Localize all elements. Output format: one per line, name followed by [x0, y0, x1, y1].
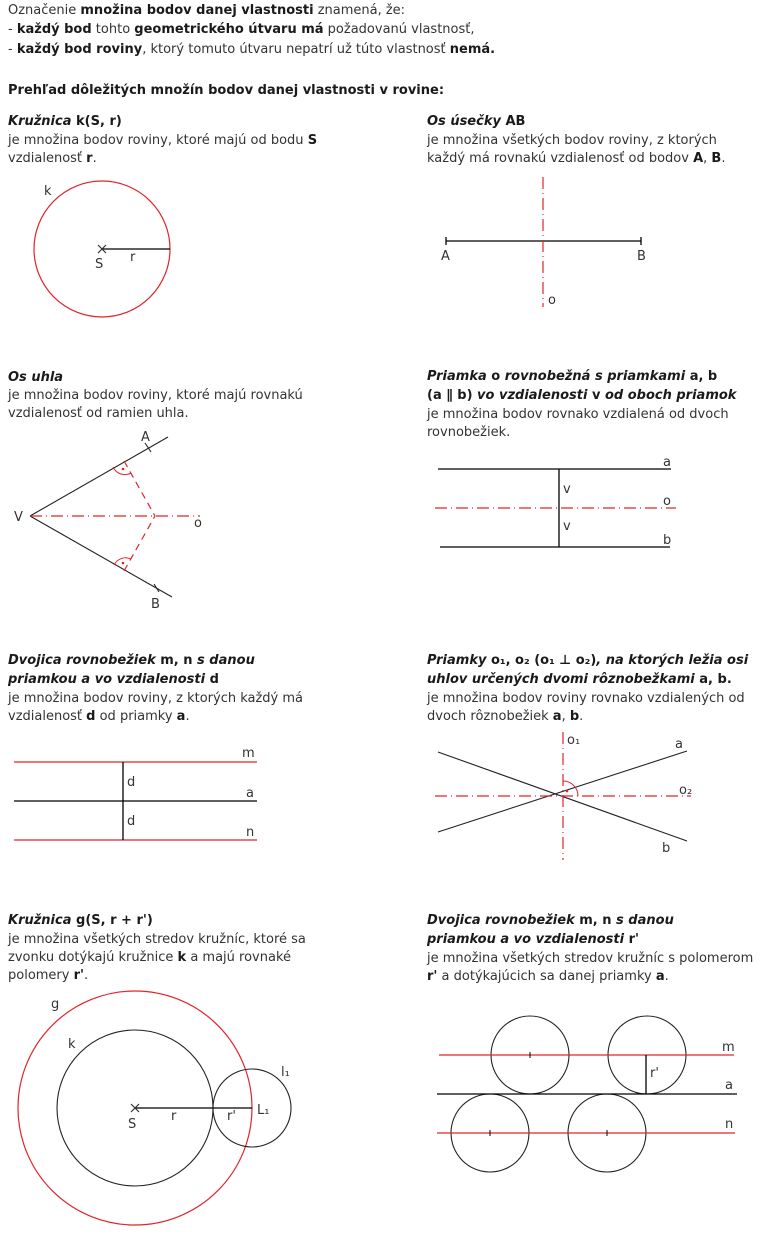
section-desc-angle-bisector-1: je množina bodov roviny, ktoré majú rovnakú [8, 388, 303, 403]
label-k: k [44, 184, 52, 199]
desc-symbol: r [86, 151, 93, 166]
desc-symbol: a [552, 709, 562, 724]
desc-text: a dotýkajúcich sa danej priamky [437, 969, 656, 984]
right-angle-arc-upper [113, 467, 131, 475]
title-symbol: AB [505, 114, 526, 129]
title-text: Priamky [427, 653, 491, 668]
right-angle-dot-lower [122, 562, 125, 565]
desc-text: , [703, 151, 712, 166]
intro-text: Označenie [8, 3, 81, 18]
label-n: n [725, 1117, 734, 1132]
section-desc-perp-bisector-1: je množina všetkých bodov roviny, z ktorých [427, 133, 717, 148]
intro-term: geometrického útvaru má [134, 22, 324, 37]
desc-symbol: d [86, 709, 96, 724]
label-a: a [675, 737, 683, 752]
label-o: o [663, 494, 671, 509]
label-r: r [171, 1109, 177, 1124]
label-S: S [128, 1117, 137, 1132]
desc-text: vzdialenosť [8, 709, 87, 724]
title-symbol: (a ∥ b) [427, 388, 473, 403]
title-symbol: k(S, r) [76, 114, 122, 129]
desc-symbol: r' [73, 968, 85, 983]
desc-symbol: r' [427, 969, 438, 984]
figure-bisectors-pair [435, 732, 692, 860]
label-a: a [663, 455, 671, 470]
label-m: m [242, 746, 255, 761]
label-r: r [130, 250, 136, 265]
desc-text: každý má rovnakú vzdialenosť od bodov [427, 151, 694, 166]
title-text: rovnobežná s priamkami [500, 369, 690, 384]
right-angle-dot [566, 790, 569, 793]
title-text: a [81, 672, 91, 687]
desc-symbol: b [569, 709, 580, 724]
label-k: k [68, 1037, 76, 1052]
label-A: A [441, 249, 450, 264]
desc-symbol: a [176, 709, 186, 724]
distance-upper [124, 461, 155, 516]
label-o: o [194, 516, 202, 531]
figure-parallel-r [437, 1016, 737, 1172]
intro-term: množina bodov danej vlastnosti [80, 3, 314, 18]
desc-symbol: A [693, 151, 704, 166]
distance-lower [124, 516, 155, 571]
figure-midparallel [435, 455, 676, 548]
intro-term: nemá. [449, 42, 496, 57]
label-b: b [662, 841, 671, 856]
title-symbol: o₁, o₂ (o₁ ⊥ o₂) [490, 653, 597, 668]
label-B: B [151, 597, 160, 612]
section-desc-parallel-r-1: je množina všetkých stredov kružníc s polomerom [427, 951, 754, 966]
label-m: m [722, 1040, 735, 1055]
desc-text: . [579, 709, 584, 724]
figure-circle [34, 181, 170, 317]
desc-symbol: a [655, 969, 665, 984]
title-text: priamkou [8, 672, 82, 687]
desc-text: . [664, 969, 669, 984]
title-symbol: a, b. [699, 672, 732, 687]
label-d-upper: d [127, 775, 136, 790]
title-symbol: v [591, 388, 601, 403]
desc-text: polomery [8, 968, 74, 983]
title-text: Kružnica [8, 913, 77, 928]
title-text: Dvojica rovnobežiek [8, 653, 161, 668]
right-angle-dot-upper [122, 468, 125, 471]
label-L1: L₁ [257, 1103, 270, 1118]
label-r-prime: r' [650, 1066, 659, 1081]
tick-B [154, 584, 159, 592]
desc-text: vzdialenosť [8, 151, 87, 166]
desc-text: . [721, 151, 726, 166]
label-b: b [663, 533, 672, 548]
section-desc-bisectors-pair-1: je množina bodov roviny rovnako vzdialených od [427, 691, 745, 706]
label-d-lower: d [127, 814, 136, 829]
label-o1: o₁ [567, 733, 581, 748]
title-symbol: g(S, r + r') [76, 913, 153, 928]
label-A: A [141, 430, 150, 445]
overview-heading: Prehľad dôležitých množín bodov danej vlastnosti v rovine: [8, 83, 445, 98]
title-text: vo vzdialenosti [472, 388, 592, 403]
title-symbol: m, n [160, 653, 193, 668]
title-text: Kružnica [8, 114, 77, 129]
title-text: uhlov určených dvomi rôznobežkami [427, 672, 700, 687]
intro-text: - [8, 42, 17, 57]
title-text: Dvojica rovnobežiek [427, 913, 580, 928]
title-text: od oboch priamok [600, 388, 737, 403]
desc-text: a majú rovnaké [186, 950, 292, 965]
title-text: Priamka [427, 369, 492, 384]
title-symbol: r' [628, 932, 639, 947]
intro-text: , ktorý tomuto útvaru nepatrí už túto vlastnosť [142, 42, 450, 57]
figure-parallel-d [14, 746, 257, 840]
figure-perp-bisector [441, 177, 646, 308]
desc-text: dvoch rôznobežiek [427, 709, 553, 724]
label-g: g [51, 997, 60, 1012]
arm-VB [30, 516, 172, 597]
figure-angle-bisector [14, 430, 202, 612]
title-text: , na ktorých ležia osi [596, 653, 749, 668]
section-desc-midparallel-2: rovnobežiek. [427, 425, 511, 440]
title-text: s danou [611, 913, 674, 928]
label-v-upper: v [563, 482, 571, 497]
section-desc-circle-g-1: je množina všetkých stredov kružníc, ktoré sa [8, 932, 306, 947]
label-r-prime: r' [227, 1109, 236, 1124]
desc-text: je množina bodov roviny, ktoré majú od bodu [8, 133, 308, 148]
arm-VA [30, 437, 168, 516]
intro-term: každý bod [16, 22, 92, 37]
desc-symbol: S [307, 133, 318, 148]
title-symbol: a, b [689, 369, 718, 384]
intro-text: znamená, že: [313, 3, 406, 18]
desc-text: . [185, 709, 190, 724]
label-B: B [637, 249, 646, 264]
label-n: n [246, 825, 255, 840]
title-symbol: o [491, 369, 501, 384]
section-title-angle-bisector: Os uhla [8, 370, 64, 385]
label-o: o [548, 293, 556, 308]
section-desc-parallel-d-1: je množina bodov roviny, z ktorých každý má [8, 691, 304, 706]
desc-text: . [92, 151, 97, 166]
desc-text: od priamky [95, 709, 177, 724]
label-V: V [14, 510, 23, 525]
title-symbol: d [209, 672, 219, 687]
label-a: a [246, 786, 254, 801]
title-text: priamkou a vo vzdialenosti [427, 932, 629, 947]
desc-text: , [561, 709, 570, 724]
label-l1: l₁ [281, 1065, 290, 1080]
desc-text: zvonku dotýkajú kružnice [8, 950, 178, 965]
label-o2: o₂ [679, 783, 693, 798]
section-desc-angle-bisector-2: vzdialenosť od ramien uhla. [8, 406, 189, 421]
intro-text: tohto [91, 22, 135, 37]
intro-text: požadovanú vlastnosť, [323, 22, 475, 37]
label-a: a [725, 1078, 733, 1093]
section-desc-midparallel-1: je množina bodov rovnako vzdialená od dvoch [427, 407, 729, 422]
label-v-lower: v [563, 519, 571, 534]
intro-term: každý bod roviny [16, 42, 143, 57]
desc-symbol: k [177, 950, 187, 965]
intro-text: - [8, 22, 17, 37]
desc-text: . [84, 968, 89, 983]
desc-symbol: B [711, 151, 722, 166]
figure-circle-g [18, 991, 291, 1225]
title-text: vo vzdialenosti [90, 672, 210, 687]
title-text: s danou [192, 653, 255, 668]
label-S: S [95, 257, 104, 272]
title-text: Os úsečky [427, 114, 506, 129]
title-symbol: m, n [579, 913, 612, 928]
